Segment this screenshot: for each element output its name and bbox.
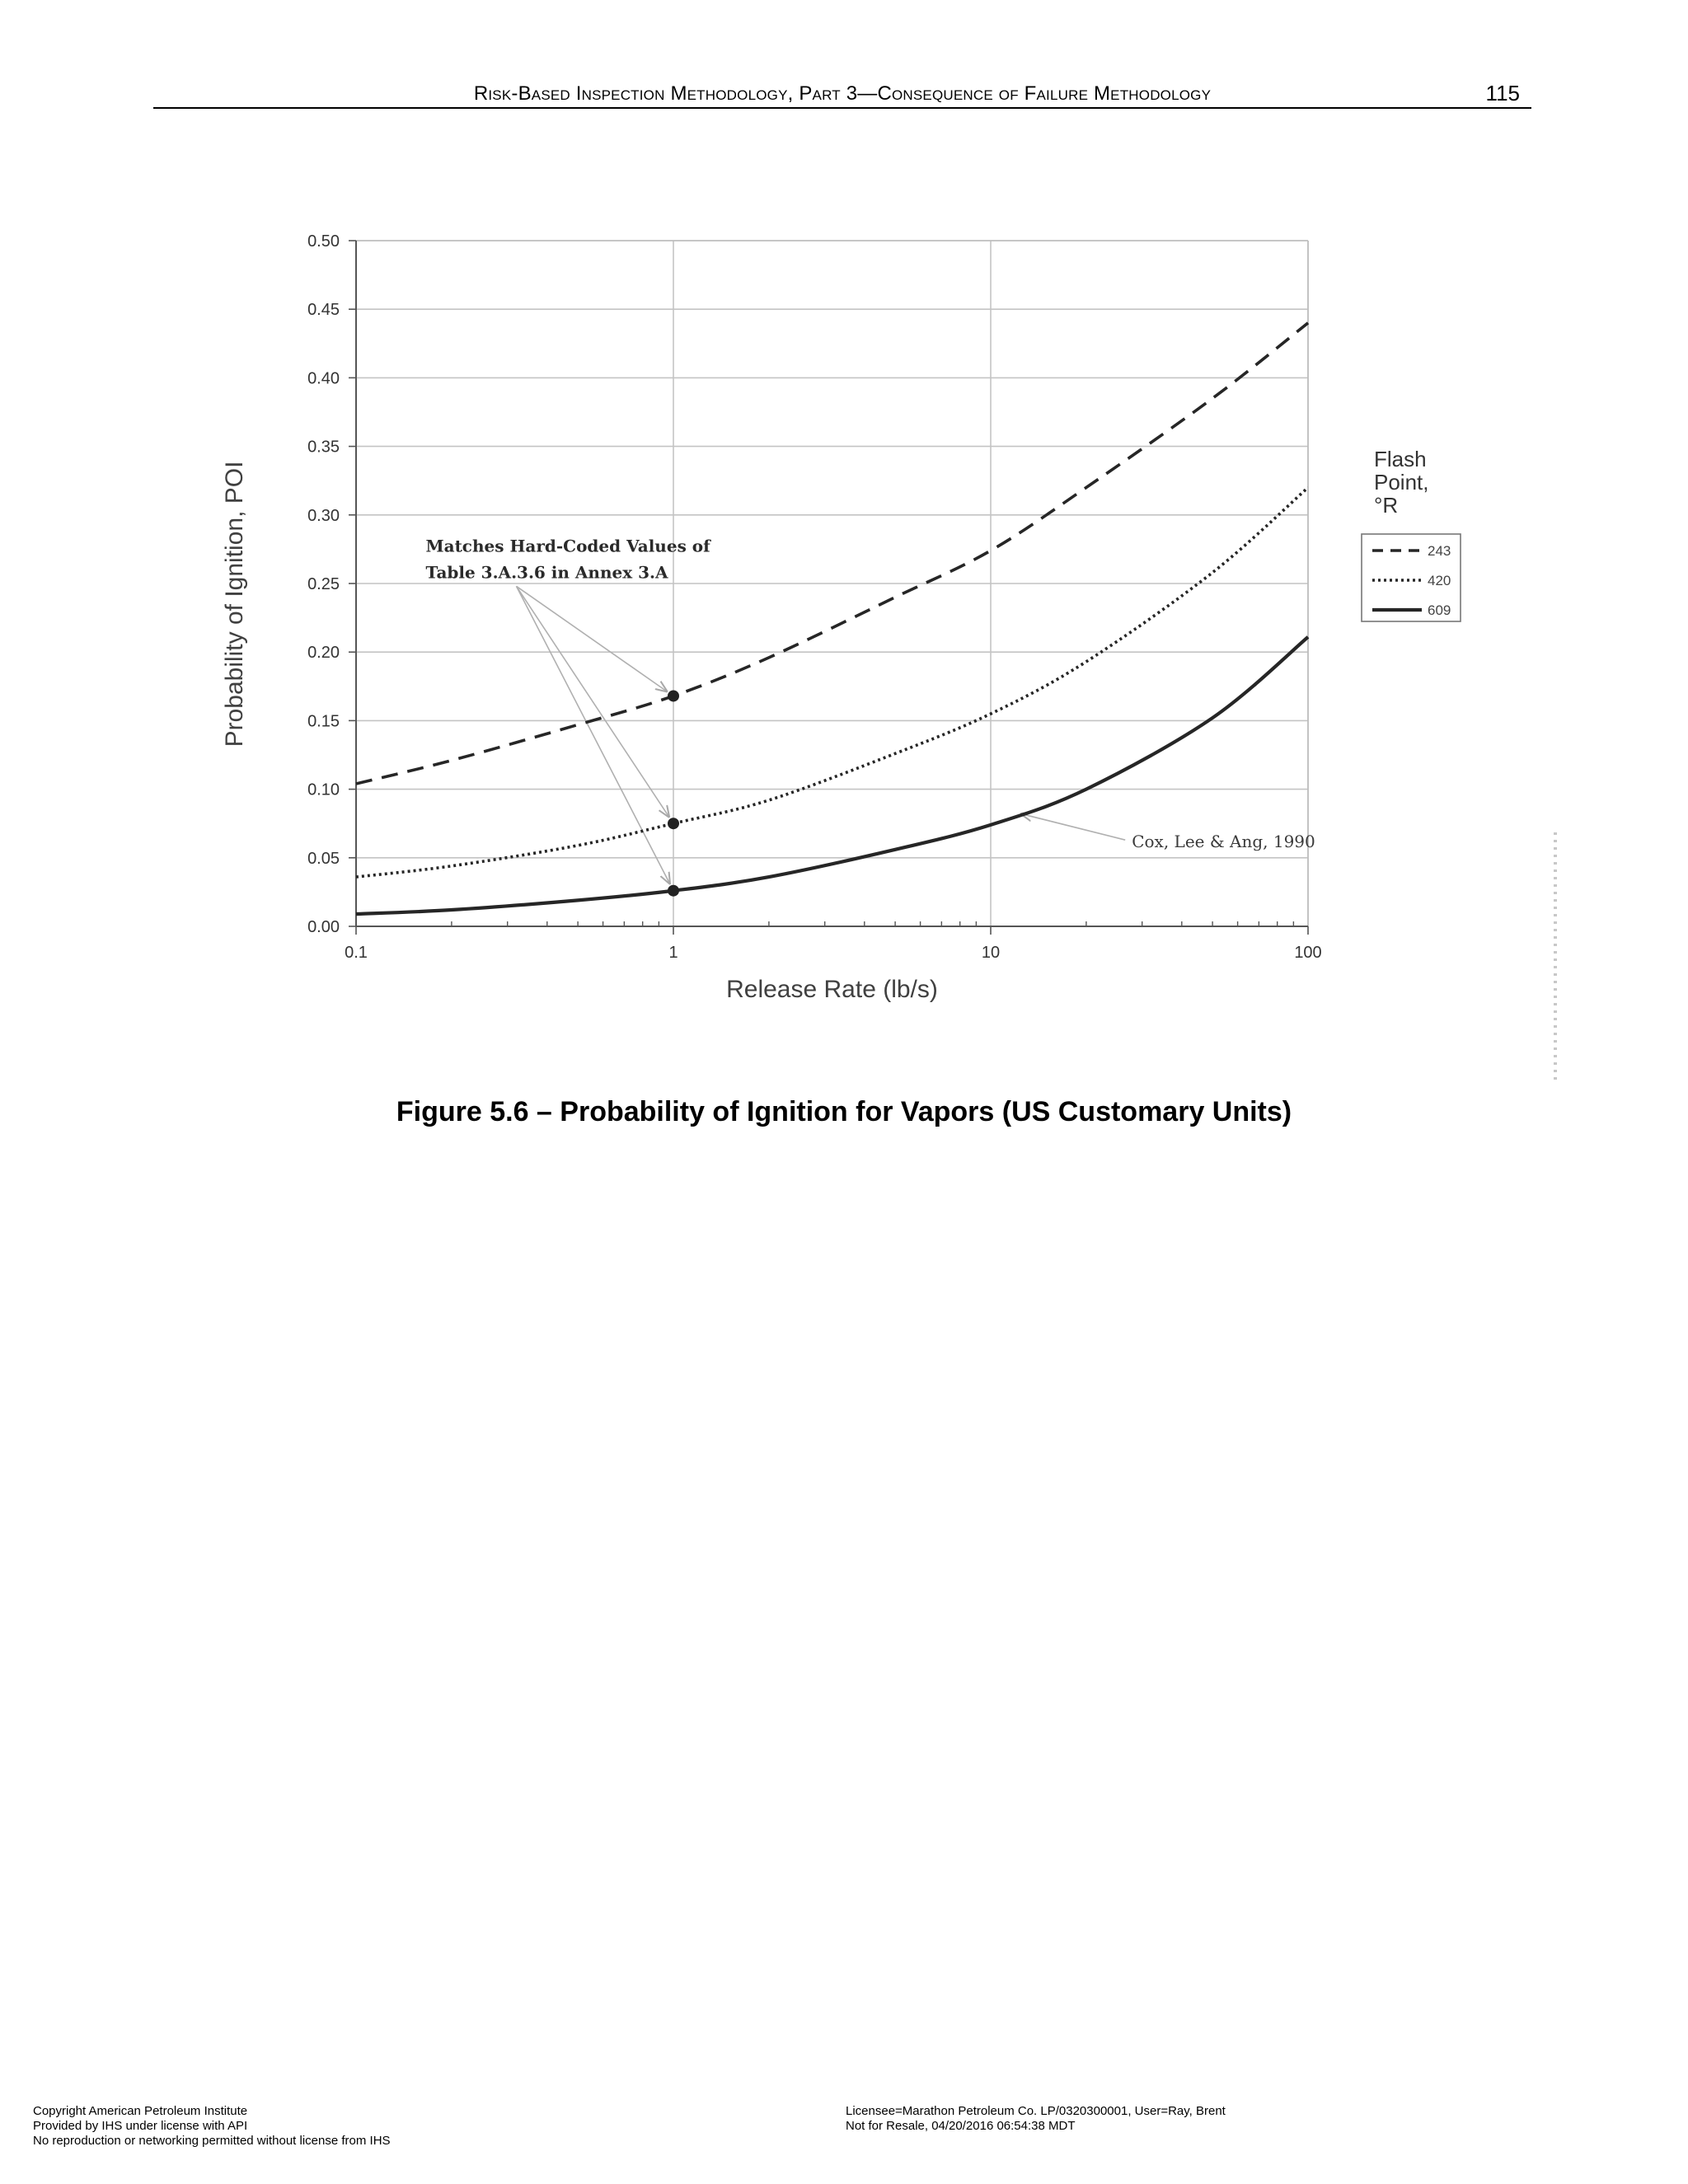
legend-title: °R [1374, 493, 1399, 518]
highlight-point [668, 690, 679, 701]
callout-text-cox: Cox, Lee & Ang, 1990 [1132, 832, 1315, 852]
legend-title: Point, [1374, 470, 1429, 494]
grid-lines [356, 241, 1308, 926]
margin-watermark [1554, 832, 1557, 1080]
y-tick-label: 0.25 [307, 575, 340, 593]
highlight-point [668, 885, 679, 897]
callout-arrow [1021, 814, 1125, 841]
highlight-point [668, 818, 679, 829]
callout-text-hard-coded: Table 3.A.3.6 in Annex 3.A [425, 562, 668, 583]
footer-line: Licensee=Marathon Petroleum Co. LP/0320300001, User=Ray, Brent [846, 2104, 1226, 2118]
y-tick-label: 0.40 [307, 369, 340, 388]
y-tick-label: 0.10 [307, 780, 340, 799]
series-line-609 [356, 637, 1308, 914]
y-tick-label: 0.45 [307, 301, 340, 320]
running-title: Risk-Based Inspection Methodology, Part 3—Consequence of Failure Methodology [473, 82, 1212, 105]
y-tick-label: 0.35 [307, 438, 340, 457]
footer-line: No reproduction or networking permitted without license from IHS [33, 2134, 391, 2148]
legend-label: 609 [1428, 602, 1451, 618]
footer-line: Provided by IHS under license with API [33, 2119, 248, 2133]
running-header [153, 79, 1531, 109]
figure-caption: Figure 5.6 – Probability of Ignition for Vapors (US Customary Units) [396, 1096, 1292, 1127]
x-axis-title: Release Rate (lb/s) [726, 976, 938, 1003]
callout-arrow [516, 586, 668, 817]
legend [1362, 447, 1461, 621]
y-tick-label: 0.30 [307, 506, 340, 525]
x-tick-label: 100 [1294, 944, 1322, 962]
y-tick-label: 0.05 [307, 849, 340, 868]
x-tick-label: 10 [981, 944, 1001, 962]
footer-line: Copyright American Petroleum Institute [33, 2104, 248, 2118]
y-tick-label: 0.15 [307, 712, 340, 731]
footer-license [846, 2104, 1226, 2134]
x-tick-label: 0.1 [345, 944, 368, 962]
annotations [425, 536, 1315, 883]
y-tick-label: 0.50 [307, 232, 340, 251]
axis-ticks [349, 241, 1308, 935]
legend-title: Flash [1374, 447, 1427, 471]
legend-label: 243 [1428, 543, 1451, 559]
callout-text-hard-coded: Matches Hard-Coded Values of [425, 536, 710, 556]
y-axis-title: Probability of Ignition, POI [221, 461, 248, 748]
y-tick-label: 0.00 [307, 918, 340, 936]
x-tick-label: 1 [668, 944, 678, 962]
page-number: 115 [1485, 81, 1520, 105]
legend-label: 420 [1428, 573, 1451, 588]
footer-copyright [33, 2104, 391, 2149]
series-lines [356, 323, 1308, 914]
axis-labels [221, 232, 1322, 1003]
poi-chart [214, 214, 1484, 1022]
callout-arrow [516, 586, 666, 691]
y-tick-label: 0.20 [307, 644, 340, 663]
footer-line: Not for Resale, 04/20/2016 06:54:38 MDT [846, 2119, 1076, 2133]
